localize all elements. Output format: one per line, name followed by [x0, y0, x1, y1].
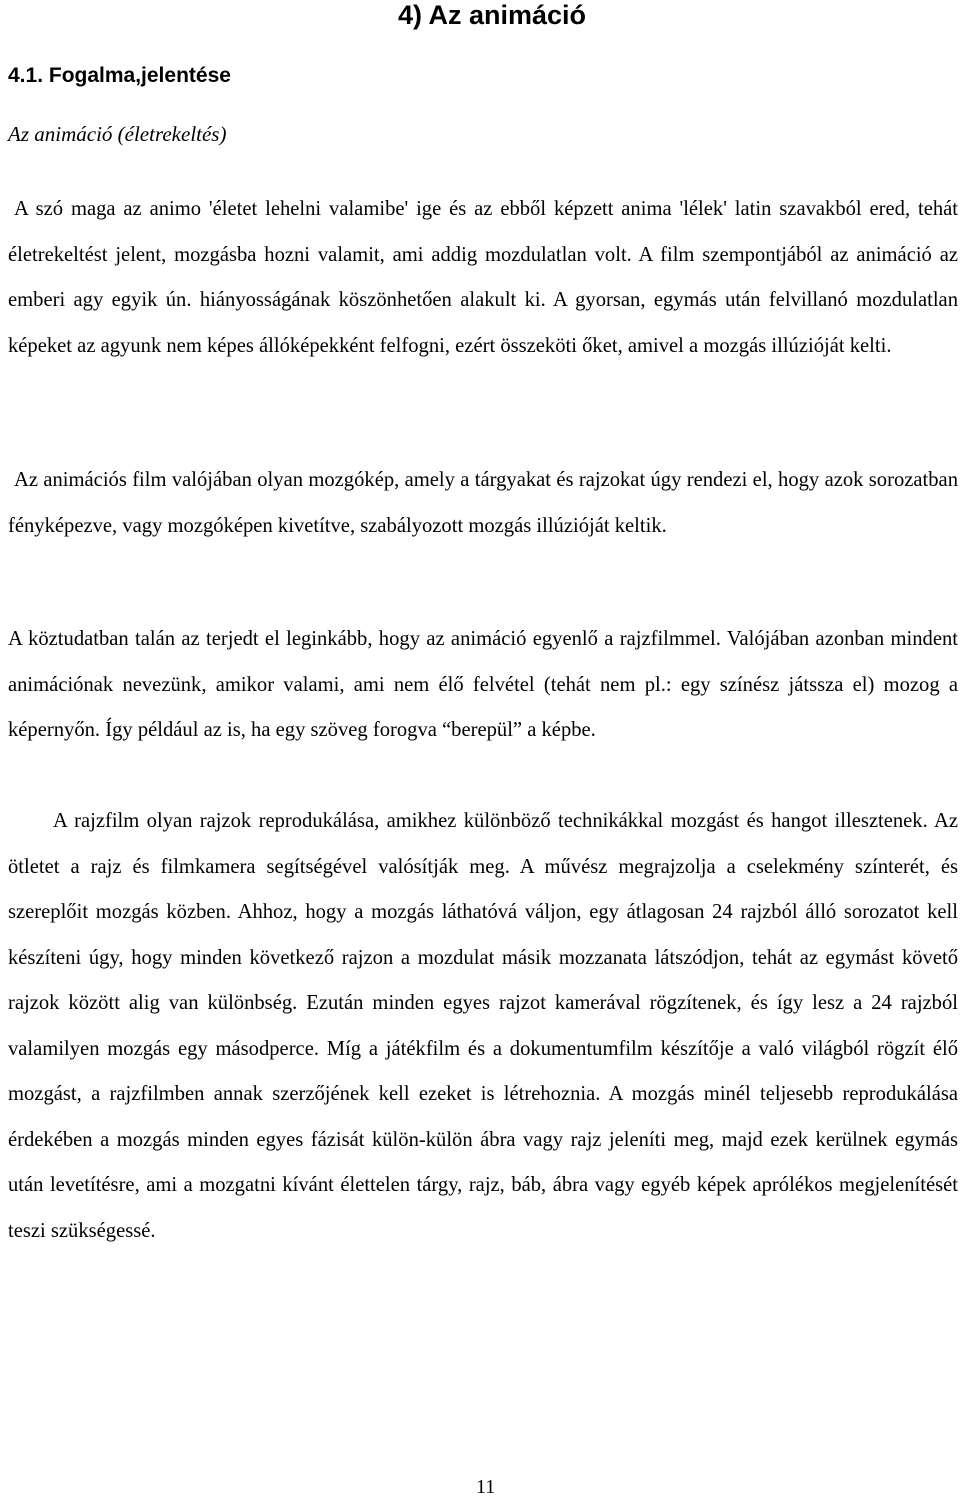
- subtitle: Az animáció (életrekeltés): [8, 122, 227, 146]
- page-number: 11: [476, 1476, 496, 1498]
- section-title: 4.1. Fogalma,jelentése: [8, 64, 231, 87]
- paragraph-animated-film: Az animációs film valójában olyan mozgókép, amely a tárgyakat és rajzokat úgy rendezi el, hogy azok sorozatban fényképezve, vagy mozgóképen kivetítve, szabályozott mozgás illúzióját keltik.: [8, 469, 958, 537]
- paragraph-cartoon: A rajzfilm olyan rajzok reprodukálása, amikhez különböző technikákkal mozgást és hangot illesztenek. Az ötletet a rajz és filmkamera segítségével valósítják meg. A művész megrajzolja a cselekmény színterét, és szereplőit mozgás közben. Ahhoz, hogy a mozgás láthatóvá váljon, egy átlagosan 24 rajzból álló sorozatot kell készíteni úgy, hogy minden következő rajzon a mozdulat másik mozzanata látszódjon, tehát az egymást követő rajzok között alig van különbség. Ezután minden egyes rajzot kamerával rögzítenek, és így lesz a 24 rajzból valamilyen mozgás egy másodperce. Míg a játékfilm és a dokumentumfilm készítője a való világból rögzít élő mozgást, a rajzfilmben annak szerzőjének kell ezeket is létrehoznia. A mozgás minél teljesebb reprodukálása érdekében a mozgás minden egyes fázisát külön-külön ábra vagy rajz jeleníti meg, majd ezek kerülnek egymás után levetítésre, ami a mozgatni kívánt élettelen tárgy, rajz, báb, ábra vagy egyéb képek aprólékos megjelenítését teszi szükségessé.: [8, 810, 958, 1242]
- paragraph-public-perception: A köztudatban talán az terjedt el leginkább, hogy az animáció egyenlő a rajzfilmmel. Valójában azonban mindent animációnak nevezünk, amikor valami, ami nem élő felvétel (tehát nem pl.: egy színész játssza el) mozog a képernyőn. Így például az is, ha egy szöveg forogva “berepül” a képbe.: [8, 628, 958, 741]
- paragraph-etymology: A szó maga az animo 'életet lehelni valamibe' ige és az ebből képzett anima 'lélek' latin szavakból ered, tehát életrekeltést jelent, mozgásba hozni valamit, ami addig mozdulatlan volt. A film szempontjából az animáció az emberi agy egyik ún. hiányosságának köszönhetően alakult ki. A gyorsan, egymás után felvillanó mozdulatlan képeket az agyunk nem képes állóképekként felfogni, ezért összeköti őket, amivel a mozgás illúzióját kelti.: [8, 198, 958, 357]
- chapter-title: 4) Az animáció: [398, 0, 587, 30]
